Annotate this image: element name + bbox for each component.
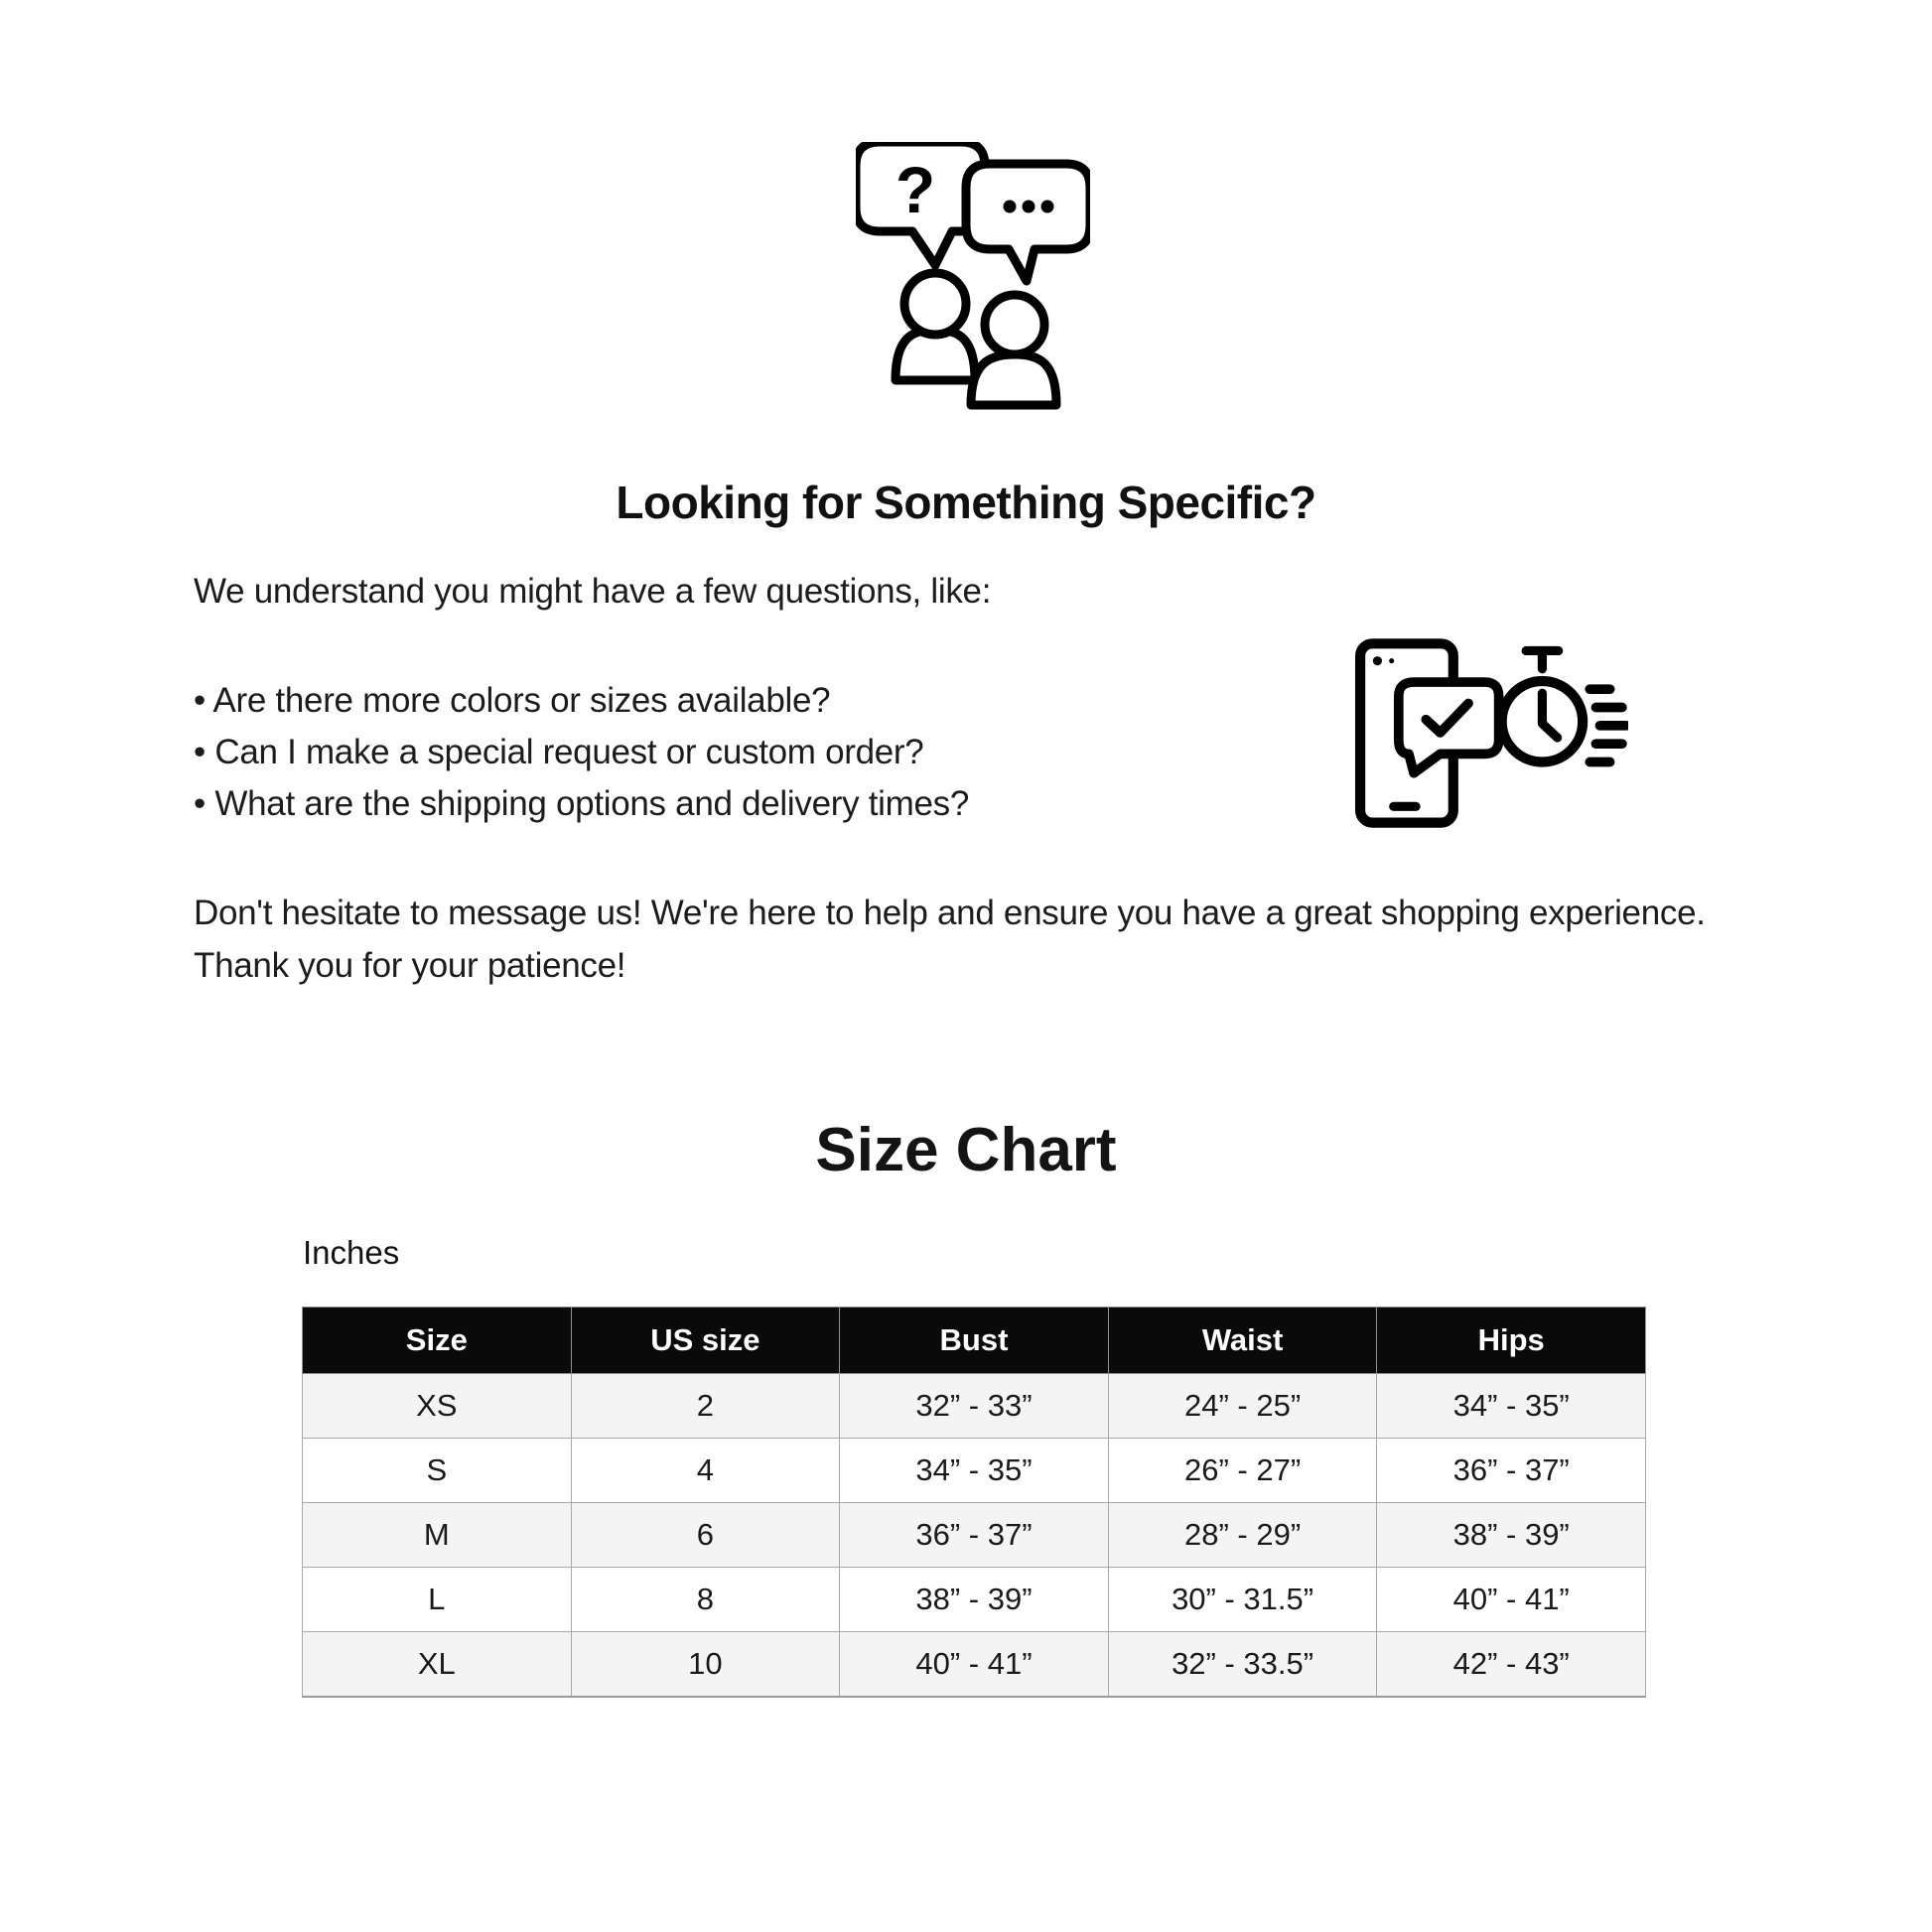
size-chart-cell: 34” - 35” — [840, 1439, 1109, 1503]
question-list — [194, 675, 969, 830]
speed-lines-icon — [1589, 689, 1626, 761]
svg-text:?: ? — [895, 153, 936, 226]
person-left-icon — [896, 273, 975, 380]
size-chart-cell: 24” - 25” — [1108, 1374, 1377, 1439]
size-chart-cell: 36” - 37” — [1377, 1439, 1646, 1503]
size-chart-cell: 40” - 41” — [1377, 1568, 1646, 1632]
size-chart-cell: S — [303, 1439, 572, 1503]
size-chart-table — [302, 1307, 1646, 1698]
question-item: • Are there more colors or sizes available? — [194, 681, 831, 720]
person-right-icon — [971, 295, 1056, 405]
size-chart-cell: 36” - 37” — [840, 1503, 1109, 1568]
size-chart-title: Size Chart — [815, 1116, 1117, 1184]
size-chart-cell: 28” - 29” — [1108, 1503, 1377, 1568]
size-chart-cell: 40” - 41” — [840, 1632, 1109, 1698]
size-chart-row — [303, 1374, 1646, 1439]
size-chart-cell: 38” - 39” — [1377, 1503, 1646, 1568]
size-chart-cell: 30” - 31.5” — [1108, 1568, 1377, 1632]
size-chart-cell: 2 — [571, 1374, 840, 1439]
chat-question-icon-svg — [856, 142, 1090, 410]
ellipsis-bubble-icon — [966, 164, 1090, 281]
size-chart-row — [303, 1439, 1646, 1503]
size-chart-cell: XS — [303, 1374, 572, 1439]
size-chart-cell: 34” - 35” — [1377, 1374, 1646, 1439]
question-item: • What are the shipping options and delivery times? — [194, 784, 970, 823]
phone-quick-reply-icon-svg — [1355, 638, 1628, 831]
size-chart-row — [303, 1503, 1646, 1568]
size-chart-cell: 4 — [571, 1439, 840, 1503]
help-heading: Looking for Something Specific? — [616, 477, 1316, 528]
size-chart-cell: 26” - 27” — [1108, 1439, 1377, 1503]
chat-question-icon — [856, 142, 1090, 410]
question-item: • Can I make a special request or custom order? — [194, 733, 924, 771]
size-chart-cell: 10 — [571, 1632, 840, 1698]
size-chart-row — [303, 1632, 1646, 1698]
size-chart-header-cell: Size — [303, 1308, 572, 1374]
phone-quick-reply-icon — [1355, 638, 1628, 831]
size-chart-cell: 8 — [571, 1568, 840, 1632]
size-chart-body — [303, 1374, 1646, 1698]
unit-label: Inches — [303, 1234, 400, 1271]
size-chart-cell: 32” - 33” — [840, 1374, 1109, 1439]
size-chart-cell: 6 — [571, 1503, 840, 1568]
size-chart-row — [303, 1568, 1646, 1632]
size-chart-header-cell: Waist — [1108, 1308, 1377, 1374]
size-chart-cell: M — [303, 1503, 572, 1568]
help-intro: We understand you might have a few questions, like: — [194, 572, 992, 611]
size-chart-header-cell: US size — [571, 1308, 840, 1374]
stopwatch-icon — [1502, 650, 1583, 761]
size-chart-cell: 42” - 43” — [1377, 1632, 1646, 1698]
size-chart-cell: 32” - 33.5” — [1108, 1632, 1377, 1698]
size-chart-cell: L — [303, 1568, 572, 1632]
size-chart-header-row — [303, 1308, 1646, 1374]
size-chart-header-cell: Bust — [840, 1308, 1109, 1374]
size-chart-cell: 38” - 39” — [840, 1568, 1109, 1632]
size-chart-header-cell: Hips — [1377, 1308, 1646, 1374]
help-outro: Don't hesitate to message us! We're here to help and ensure you have a great shopping experience. Thank you for your patience! — [194, 894, 1706, 985]
size-chart-cell: XL — [303, 1632, 572, 1698]
